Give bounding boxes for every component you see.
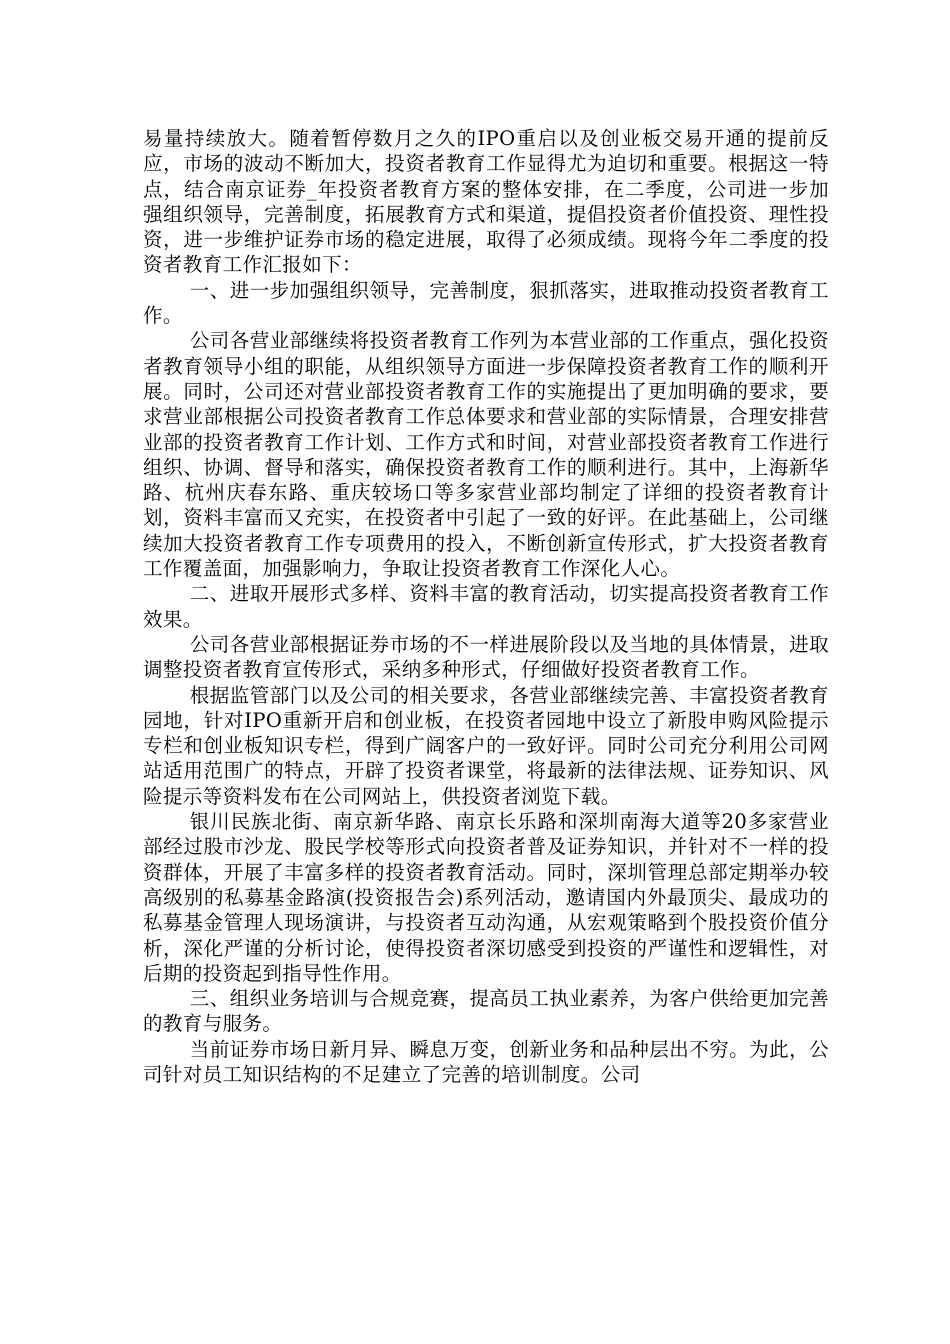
section-heading-3: 三、组织业务培训与合规竞赛，提高员工执业素养，为客户供给更加完善的教育与服务。 xyxy=(143,987,829,1036)
paragraph-body: 根据监管部门以及公司的相关要求，各营业部继续完善、丰富投资者教育园地，针对IPO重新开启和创业板，在投资者园地中设立了新股申购风险提示专栏和创业板知识专栏，得到广阔客户的一致好评。同时公司充分利用公司网站适用范围广的特点，开辟了投资者课堂，将最新的法律法规、证券知识、风险提示等资料发布在公司网站上，供投资者浏览下载。 xyxy=(143,683,829,808)
paragraph-body: 银川民族北街、南京新华路、南京长乐路和深圳南海大道等20多家营业部经过股市沙龙、股民学校等形式向投资者普及证券知识，并针对不一样的投资群体，开展了丰富多样的投资者教育活动。同时，深圳管理总部定期举办较高级别的私募基金路演(投资报告会)系列活动，邀请国内外最顶尖、最成功的私募基金管理人现场演讲，与投资者互动沟通，从宏观策略到个股投资价值分析，深化严谨的分析讨论，使得投资者深切感受到投资的严谨性和逻辑性，对后期的投资起到指导性作用。 xyxy=(143,810,829,985)
section-heading-1: 一、进一步加强组织领导，完善制度，狠抓落实，进取推动投资者教育工作。 xyxy=(143,278,829,328)
paragraph-body: 公司各营业部根据证券市场的不一样进展阶段以及当地的具体情景，进取调整投资者教育宣传形式，采纳多种形式，仔细做好投资者教育工作。 xyxy=(143,632,829,682)
paragraph-intro: 易量持续放大。随着暂停数月之久的IPO重启以及创业板交易开通的提前反应，市场的波动不断加大，投资者教育工作显得尤为迫切和重要。根据这一特点，结合南京证券_年投资者教育方案的整体安排，在二季度，公司进一步加强组织领导，完善制度，拓展教育方式和渠道，提倡投资者价值投资、理性投资，进一步维护证券市场的稳定进展，取得了必须成绩。现将今年二季度的投资者教育工作汇报如下： xyxy=(143,127,829,277)
document-body xyxy=(143,126,829,1087)
paragraph-body: 公司各营业部继续将投资者教育工作列为本营业部的工作重点，强化投资者教育领导小组的职能，从组织领导方面进一步保障投资者教育工作的顺利开展。同时，公司还对营业部投资者教育工作的实施提出了更加明确的要求，要求营业部根据公司投资者教育工作总体要求和营业部的实际情景，合理安排营业部的投资者教育工作计划、工作方式和时间，对营业部投资者教育工作进行组织、协调、督导和落实，确保投资者教育工作的顺利进行。其中，上海新华路、杭州庆春东路、重庆较场口等多家营业部均制定了详细的投资者教育计划，资料丰富而又充实，在投资者中引起了一致的好评。在此基础上，公司继续加大投资者教育工作专项费用的投入，不断创新宣传形式，扩大投资者教育工作覆盖面，加强影响力，争取让投资者教育工作深化人心。 xyxy=(143,329,829,581)
section-heading-2: 二、进取开展形式多样、资料丰富的教育活动，切实提高投资者教育工作效果。 xyxy=(143,582,829,631)
paragraph-body: 当前证券市场日新月异、瞬息万变，创新业务和品种层出不穷。为此，公司针对员工知识结构的不足建立了完善的培训制度。公司 xyxy=(143,1037,829,1086)
